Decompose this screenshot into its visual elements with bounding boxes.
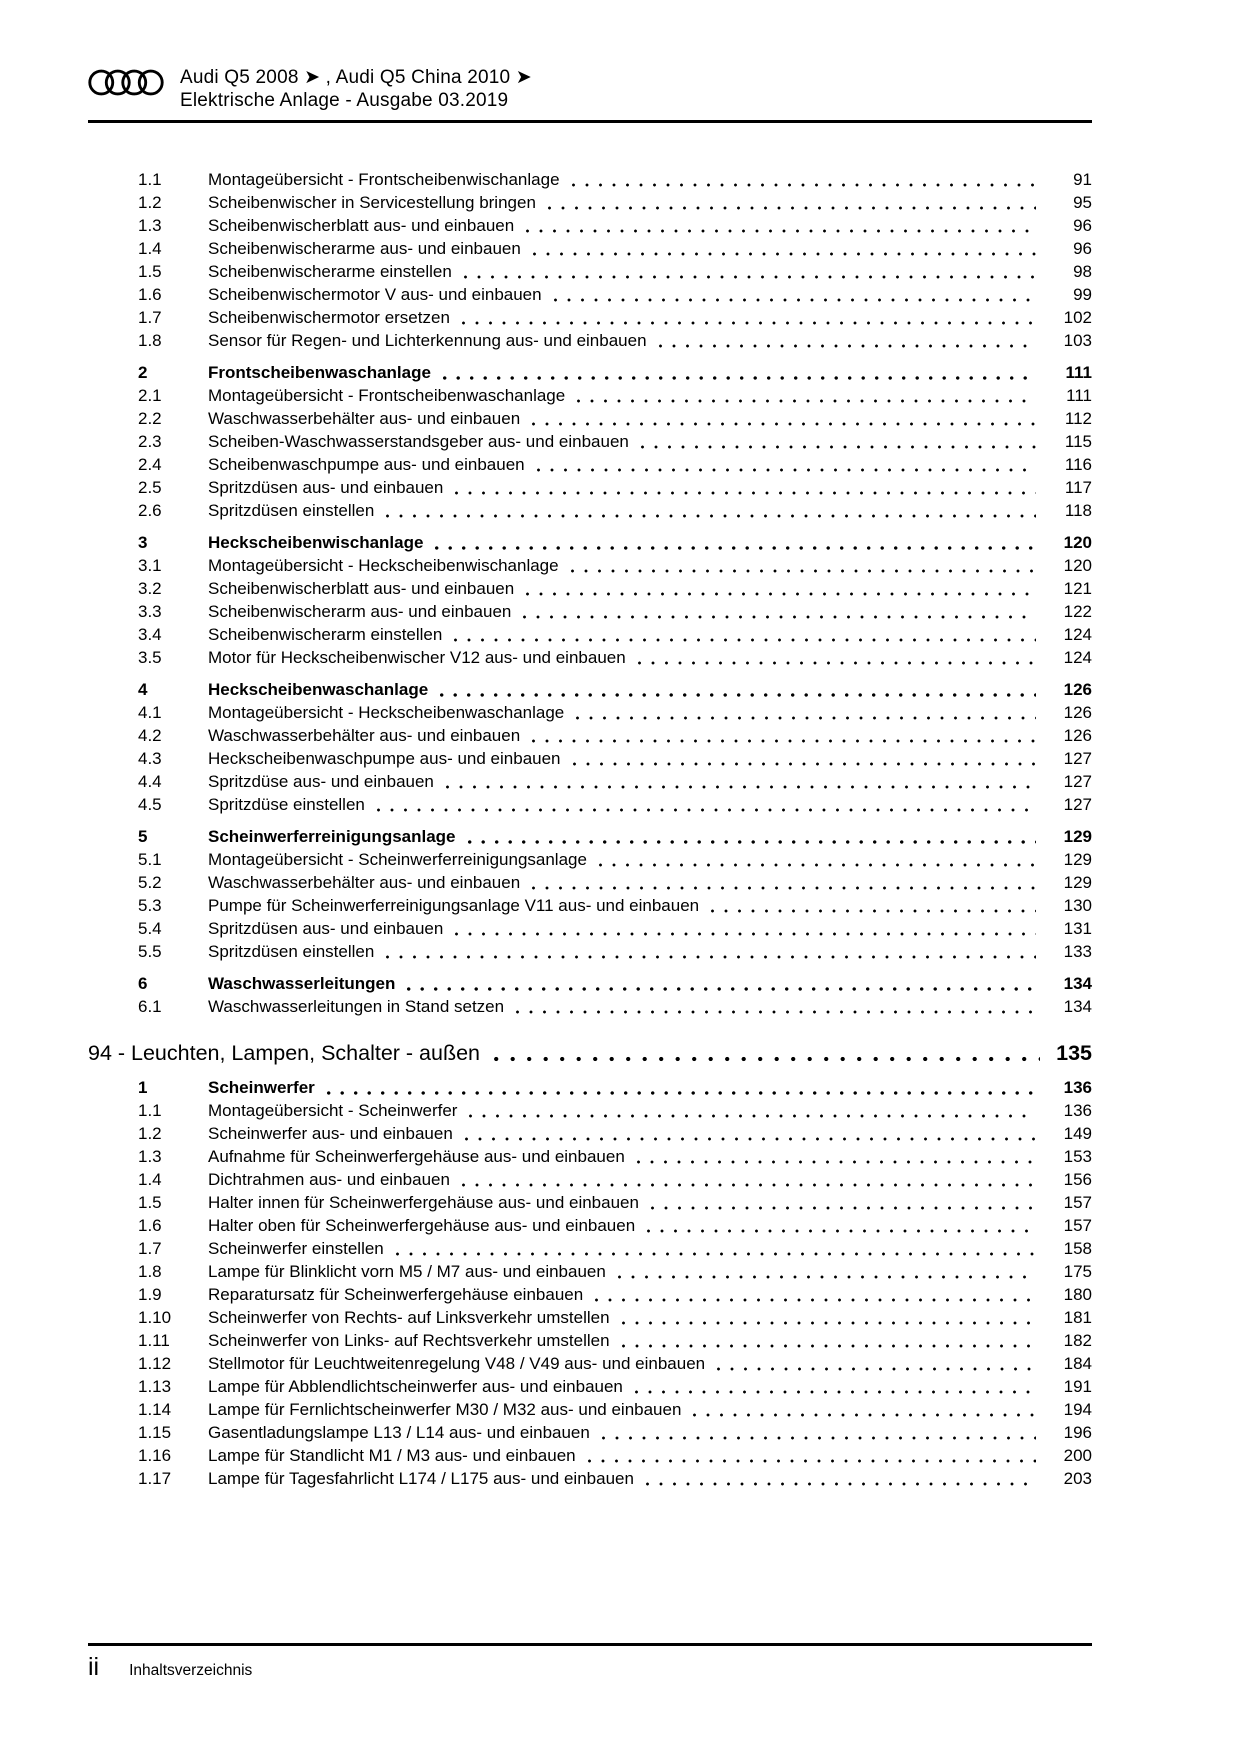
- toc-entry-row: [88, 678, 1092, 701]
- toc-entry-number: 2.3: [138, 432, 162, 451]
- toc-entry-number: 2: [138, 363, 148, 382]
- toc-entry-row: [88, 554, 1092, 577]
- toc-entry-number: 1.16: [138, 1446, 172, 1465]
- toc-entry-row: [88, 191, 1092, 214]
- dot-leader: [462, 321, 1036, 325]
- toc-entry-number: 6: [138, 974, 148, 993]
- toc-page-number: 99: [1073, 285, 1092, 304]
- dot-leader: [599, 863, 1036, 867]
- toc-entry-number: 1.6: [138, 285, 162, 304]
- toc-page-number: 127: [1063, 749, 1092, 768]
- dot-leader: [638, 661, 1036, 665]
- toc-entry-row: [88, 1214, 1092, 1237]
- toc-entry-row: [88, 577, 1092, 600]
- toc-entry-title: Scheinwerferreinigungsanlage: [208, 827, 456, 846]
- toc-page-number: 149: [1063, 1124, 1092, 1143]
- toc-page-number: 153: [1063, 1147, 1092, 1166]
- dot-leader: [516, 1010, 1036, 1014]
- toc-entry-number: 4.3: [138, 749, 162, 768]
- toc-entry-number: 5.5: [138, 942, 162, 961]
- toc-entry-title: Lampe für Blinklicht vorn M5 / M7 aus- und einbauen: [208, 1262, 606, 1281]
- toc-page-number: 120: [1063, 556, 1092, 575]
- toc-entry-row: [88, 476, 1092, 499]
- dot-leader: [576, 716, 1036, 720]
- dot-leader: [571, 569, 1036, 573]
- toc-entry-title: Frontscheibenwaschanlage: [208, 363, 431, 382]
- header-model-line: Audi Q5 2008 ➤ , Audi Q5 China 2010 ➤: [180, 67, 532, 88]
- toc-entry-row: [88, 1421, 1092, 1444]
- toc-entry-title: Dichtrahmen aus- und einbauen: [208, 1170, 450, 1189]
- toc-page-number: 91: [1073, 170, 1092, 189]
- toc-entry-number: 3.2: [138, 579, 162, 598]
- toc-page-number: 103: [1063, 331, 1092, 350]
- toc-entry-title: Scheibenwischerarm einstellen: [208, 625, 443, 644]
- toc-entry-row: [88, 1375, 1092, 1398]
- toc-page-number: 133: [1063, 942, 1092, 961]
- toc-entry-title: Heckscheibenwischanlage: [208, 533, 424, 552]
- toc-page-number: 203: [1063, 1469, 1092, 1488]
- toc-page-number: 158: [1063, 1239, 1092, 1258]
- dot-leader: [537, 468, 1036, 472]
- toc-entry-title: Heckscheibenwaschanlage: [208, 680, 429, 699]
- toc-entry-row: [88, 917, 1092, 940]
- toc-entry-number: 1.11: [138, 1331, 170, 1350]
- toc-entry-title: Montageübersicht - Frontscheibenwaschanlage: [208, 386, 566, 405]
- toc-entry-title: Scheinwerfer aus- und einbauen: [208, 1124, 453, 1143]
- toc-entry-row: [88, 531, 1092, 554]
- toc-entry-number: 4.1: [138, 703, 162, 722]
- toc-page-number: 112: [1064, 409, 1092, 428]
- toc-entry-title: Spritzdüsen aus- und einbauen: [208, 919, 444, 938]
- toc-entry-row: [88, 453, 1092, 476]
- dot-leader: [386, 514, 1036, 518]
- toc-entry-number: 1.13: [138, 1377, 172, 1396]
- toc-entry-number: 1.8: [138, 1262, 162, 1281]
- toc-page-number: 127: [1063, 772, 1092, 791]
- toc-entry-row: [88, 1099, 1092, 1122]
- toc-entry-row: [88, 1191, 1092, 1214]
- dot-leader: [455, 491, 1036, 495]
- dot-leader: [622, 1321, 1036, 1325]
- toc-page-number: 124: [1063, 625, 1092, 644]
- toc-entry-row: [88, 995, 1092, 1018]
- toc-entry-title: Scheibenwischer in Servicestellung bringen: [208, 193, 536, 212]
- toc-entry-number: 1.2: [138, 1124, 162, 1143]
- dot-leader: [635, 1390, 1036, 1394]
- toc-entry-title: Scheiben-Waschwasserstandsgeber aus- und einbauen: [208, 432, 629, 451]
- footer-rule: [88, 1643, 1092, 1646]
- toc-page-number: 129: [1063, 873, 1092, 892]
- toc-entry-row: [88, 1306, 1092, 1329]
- toc-entry-row: [88, 770, 1092, 793]
- toc-entry-title: Waschwasserleitungen in Stand setzen: [208, 997, 505, 1016]
- dot-leader: [526, 229, 1036, 233]
- footer-section-label: Inhaltsverzeichnis: [129, 1662, 253, 1679]
- toc-page-number: 194: [1063, 1400, 1092, 1419]
- toc-entry-title: Waschwasserbehälter aus- und einbauen: [208, 409, 521, 428]
- dot-leader: [468, 840, 1036, 844]
- toc-entry-title: 94 - Leuchten, Lampen, Schalter - außen: [88, 1041, 481, 1065]
- dot-leader: [647, 1229, 1036, 1233]
- toc-entry-title: Halter innen für Scheinwerfergehäuse aus- und einbauen: [208, 1193, 639, 1212]
- toc-page-number: 157: [1063, 1216, 1092, 1235]
- dot-leader: [572, 183, 1036, 187]
- dot-leader: [532, 739, 1036, 743]
- toc-entry-number: 4: [138, 680, 148, 699]
- toc-entry-title: Scheibenwischermotor V aus- und einbauen: [208, 285, 542, 304]
- toc-entry-row: [88, 499, 1092, 522]
- toc-entry-number: 1.17: [138, 1469, 172, 1488]
- toc-entry-row: [88, 701, 1092, 724]
- toc-entry-number: 3.1: [138, 556, 162, 575]
- toc-entry-number: 6.1: [138, 997, 162, 1016]
- dot-leader: [532, 422, 1036, 426]
- toc-page-number: 118: [1064, 501, 1092, 520]
- toc-entry-title: Gasentladungslampe L13 / L14 aus- und einbauen: [208, 1423, 590, 1442]
- toc-page-number: 102: [1063, 308, 1092, 327]
- toc-page-number: 182: [1063, 1331, 1092, 1350]
- toc-entry-number: 1.8: [138, 331, 162, 350]
- toc-entry-number: 1.6: [138, 1216, 162, 1235]
- dot-leader: [464, 275, 1036, 279]
- toc-entry-number: 3.5: [138, 648, 162, 667]
- toc-page-number: 135: [1056, 1041, 1092, 1065]
- toc-page-number: 134: [1063, 997, 1092, 1016]
- toc-entry-number: 1.12: [138, 1354, 172, 1373]
- toc-entry-number: 5.4: [138, 919, 162, 938]
- toc-entry-row: [88, 361, 1092, 384]
- dot-leader: [573, 762, 1036, 766]
- toc-entry-row: [88, 260, 1092, 283]
- toc-entry-title: Scheibenwaschpumpe aus- und einbauen: [208, 455, 525, 474]
- toc-entry-number: 2.5: [138, 478, 162, 497]
- toc-entry-title: Scheibenwischerarm aus- und einbauen: [208, 602, 512, 621]
- toc-entry-row: [88, 1122, 1092, 1145]
- toc-page-number: 191: [1063, 1377, 1092, 1396]
- toc-entry-title: Montageübersicht - Frontscheibenwischanlage: [208, 170, 560, 189]
- toc-entry-row: [88, 168, 1092, 191]
- dot-leader: [659, 344, 1036, 348]
- toc-entry-title: Heckscheibenwaschpumpe aus- und einbauen: [208, 749, 561, 768]
- toc-entry-number: 4.5: [138, 795, 162, 814]
- toc-entry-number: 3: [138, 533, 148, 552]
- toc-entry-row: [88, 848, 1092, 871]
- toc-entry-row: [88, 306, 1092, 329]
- toc-entry-title: Spritzdüse einstellen: [208, 795, 365, 814]
- toc-page-number: 121: [1063, 579, 1092, 598]
- toc-entry-row: [88, 600, 1092, 623]
- toc-page-number: 127: [1063, 795, 1092, 814]
- toc-entry-row: [88, 1076, 1092, 1099]
- toc-page-number: 117: [1064, 478, 1092, 497]
- toc-entry-number: 5.2: [138, 873, 162, 892]
- toc-entry-title: Montageübersicht - Scheinwerfer: [208, 1101, 458, 1120]
- toc-entry-row: [88, 972, 1092, 995]
- dot-leader: [717, 1367, 1036, 1371]
- dot-leader: [440, 693, 1036, 697]
- footer-page-number: ii: [88, 1653, 100, 1681]
- toc-entry-number: 1.3: [138, 1147, 162, 1166]
- dot-leader: [533, 252, 1036, 256]
- dot-leader: [618, 1275, 1036, 1279]
- toc-page-number: 175: [1063, 1262, 1092, 1281]
- toc-chapter-row: [88, 1039, 1092, 1067]
- toc-entry-row: [88, 407, 1092, 430]
- toc-entry-number: 1: [138, 1078, 148, 1097]
- toc-page-number: 124: [1063, 648, 1092, 667]
- toc-entry-number: 1.5: [138, 1193, 162, 1212]
- dot-leader: [548, 206, 1036, 210]
- page-header: [88, 66, 1092, 112]
- toc-entry-number: 1.1: [138, 1101, 162, 1120]
- toc-page-number: 131: [1063, 919, 1092, 938]
- dot-leader: [646, 1482, 1036, 1486]
- toc-entry-row: [88, 1283, 1092, 1306]
- dot-leader: [455, 932, 1036, 936]
- toc-page-number: 120: [1063, 533, 1092, 552]
- toc-entry-row: [88, 1145, 1092, 1168]
- toc-entry-row: [88, 1398, 1092, 1421]
- dot-leader: [602, 1436, 1036, 1440]
- toc-entry-title: Spritzdüsen einstellen: [208, 942, 375, 961]
- dot-leader: [532, 886, 1036, 890]
- toc-entry-title: Spritzdüsen aus- und einbauen: [208, 478, 444, 497]
- toc-page-number: 184: [1063, 1354, 1092, 1373]
- header-text: [180, 66, 532, 112]
- toc-entry-title: Scheinwerfer: [208, 1078, 315, 1097]
- toc-entry-title: Waschwasserbehälter aus- und einbauen: [208, 873, 521, 892]
- header-edition-line: Elektrische Anlage - Ausgabe 03.2019: [180, 90, 509, 111]
- toc-entry-row: [88, 724, 1092, 747]
- dot-leader: [462, 1183, 1036, 1187]
- dot-leader: [327, 1091, 1036, 1095]
- toc-entry-number: 1.4: [138, 1170, 162, 1189]
- toc-entry-row: [88, 1168, 1092, 1191]
- toc-entry-number: 1.10: [138, 1308, 172, 1327]
- dot-leader: [446, 785, 1036, 789]
- toc-entry-row: [88, 384, 1092, 407]
- toc-entry-number: 1.7: [138, 1239, 162, 1258]
- toc-entry-row: [88, 237, 1092, 260]
- toc-page-number: 98: [1073, 262, 1092, 281]
- toc-entry-title: Waschwasserbehälter aus- und einbauen: [208, 726, 521, 745]
- toc-entry-row: [88, 430, 1092, 453]
- audi-rings-icon: [88, 66, 164, 96]
- toc-page-number: 96: [1073, 216, 1092, 235]
- toc-entry-title: Halter oben für Scheinwerfergehäuse aus- und einbauen: [208, 1216, 636, 1235]
- toc-entry-title: Scheibenwischerblatt aus- und einbauen: [208, 579, 515, 598]
- toc-page-number: 136: [1063, 1101, 1092, 1120]
- page-footer: [88, 1652, 1092, 1682]
- toc-entry-number: 5: [138, 827, 148, 846]
- toc-entry-row: [88, 793, 1092, 816]
- dot-leader: [651, 1206, 1036, 1210]
- toc-entry-number: 2.6: [138, 501, 162, 520]
- toc-page-number: 157: [1063, 1193, 1092, 1212]
- toc-entry-title: Pumpe für Scheinwerferreinigungsanlage V11 aus- und einbauen: [208, 896, 700, 915]
- toc-entry-row: [88, 623, 1092, 646]
- toc-entry-title: Motor für Heckscheibenwischer V12 aus- und einbauen: [208, 648, 626, 667]
- dot-leader: [595, 1298, 1036, 1302]
- toc-entry-number: 1.1: [138, 170, 162, 189]
- toc-entry-number: 2.4: [138, 455, 162, 474]
- toc-entry-number: 2.2: [138, 409, 162, 428]
- table-of-contents: [88, 168, 1092, 1490]
- dot-leader: [526, 592, 1036, 596]
- toc-page-number: 200: [1063, 1446, 1092, 1465]
- toc-page-number: 156: [1063, 1170, 1092, 1189]
- toc-entry-title: Scheinwerfer einstellen: [208, 1239, 384, 1258]
- toc-page-number: 111: [1066, 386, 1092, 405]
- toc-entry-title: Lampe für Fernlichtscheinwerfer M30 / M32 aus- und einbauen: [208, 1400, 682, 1419]
- toc-entry-row: [88, 646, 1092, 669]
- toc-entry-row: [88, 1352, 1092, 1375]
- toc-entry-title: Stellmotor für Leuchtweitenregelung V48 / V49 aus- und einbauen: [208, 1354, 706, 1373]
- toc-entry-number: 2.1: [138, 386, 162, 405]
- dot-leader: [396, 1252, 1036, 1256]
- toc-page-number: 136: [1063, 1078, 1092, 1097]
- dot-leader: [469, 1114, 1036, 1118]
- toc-entry-row: [88, 1237, 1092, 1260]
- toc-entry-row: [88, 329, 1092, 352]
- dot-leader: [711, 909, 1036, 913]
- toc-entry-number: 4.4: [138, 772, 162, 791]
- dot-leader: [641, 445, 1036, 449]
- toc-page-number: 129: [1063, 827, 1092, 846]
- toc-entry-title: Sensor für Regen- und Lichterkennung aus- und einbauen: [208, 331, 647, 350]
- toc-page-number: 180: [1063, 1285, 1092, 1304]
- toc-page-number: 181: [1063, 1308, 1092, 1327]
- toc-entry-title: Scheibenwischerblatt aus- und einbauen: [208, 216, 515, 235]
- toc-entry-title: Waschwasserleitungen: [208, 974, 396, 993]
- toc-entry-title: Scheinwerfer von Links- auf Rechtsverkehr umstellen: [208, 1331, 610, 1350]
- toc-page-number: 115: [1064, 432, 1092, 451]
- toc-entry-row: [88, 1467, 1092, 1490]
- toc-entry-title: Scheibenwischerarme einstellen: [208, 262, 452, 281]
- dot-leader: [523, 615, 1036, 619]
- dot-leader: [386, 955, 1036, 959]
- toc-entry-title: Spritzdüse aus- und einbauen: [208, 772, 434, 791]
- toc-entry-row: [88, 747, 1092, 770]
- toc-entry-number: 5.3: [138, 896, 162, 915]
- toc-entry-row: [88, 871, 1092, 894]
- dot-leader: [494, 1056, 1040, 1062]
- toc-page-number: 95: [1073, 193, 1092, 212]
- toc-entry-row: [88, 283, 1092, 306]
- toc-page-number: 96: [1073, 239, 1092, 258]
- header-rule: [88, 120, 1092, 123]
- toc-page-number: 126: [1063, 703, 1092, 722]
- dot-leader: [465, 1137, 1036, 1141]
- toc-entry-title: Lampe für Standlicht M1 / M3 aus- und einbauen: [208, 1446, 576, 1465]
- toc-entry-title: Lampe für Tagesfahrlicht L174 / L175 aus- und einbauen: [208, 1469, 634, 1488]
- toc-entry-number: 1.3: [138, 216, 162, 235]
- toc-entry-number: 3.4: [138, 625, 162, 644]
- toc-entry-row: [88, 214, 1092, 237]
- toc-page-number: 111: [1065, 363, 1092, 382]
- toc-page-number: 196: [1063, 1423, 1092, 1442]
- dot-leader: [577, 399, 1036, 403]
- toc-page-number: 126: [1063, 726, 1092, 745]
- toc-entry-number: 1.2: [138, 193, 162, 212]
- toc-page-number: 126: [1063, 680, 1092, 699]
- toc-entry-row: [88, 1444, 1092, 1467]
- toc-entry-number: 1.5: [138, 262, 162, 281]
- toc-entry-row: [88, 894, 1092, 917]
- toc-page-number: 116: [1064, 455, 1092, 474]
- toc-entry-title: Lampe für Abblendlichtscheinwerfer aus- und einbauen: [208, 1377, 623, 1396]
- toc-entry-number: 3.3: [138, 602, 162, 621]
- toc-entry-title: Scheibenwischermotor ersetzen: [208, 308, 450, 327]
- toc-entry-title: Scheinwerfer von Rechts- auf Linksverkehr umstellen: [208, 1308, 610, 1327]
- toc-page-number: 134: [1063, 974, 1092, 993]
- dot-leader: [435, 546, 1036, 550]
- dot-leader: [377, 808, 1036, 812]
- toc-entry-title: Reparatursatz für Scheinwerfergehäuse einbauen: [208, 1285, 584, 1304]
- dot-leader: [454, 638, 1036, 642]
- toc-entry-number: 1.9: [138, 1285, 162, 1304]
- toc-entry-row: [88, 825, 1092, 848]
- toc-entry-title: Scheibenwischerarme aus- und einbauen: [208, 239, 521, 258]
- toc-entry-number: 4.2: [138, 726, 162, 745]
- dot-leader: [443, 376, 1036, 380]
- toc-page-number: 122: [1063, 602, 1092, 621]
- toc-entry-title: Aufnahme für Scheinwerfergehäuse aus- und einbauen: [208, 1147, 625, 1166]
- dot-leader: [407, 987, 1036, 991]
- toc-entry-number: 1.4: [138, 239, 162, 258]
- toc-page-number: 130: [1063, 896, 1092, 915]
- dot-leader: [637, 1160, 1036, 1164]
- toc-entry-row: [88, 1329, 1092, 1352]
- dot-leader: [622, 1344, 1036, 1348]
- toc-entry-number: 1.15: [138, 1423, 172, 1442]
- toc-entry-number: 5.1: [138, 850, 162, 869]
- toc-entry-title: Montageübersicht - Heckscheibenwischanlage: [208, 556, 559, 575]
- toc-entry-title: Montageübersicht - Heckscheibenwaschanlage: [208, 703, 565, 722]
- toc-page-number: 129: [1063, 850, 1092, 869]
- toc-entry-row: [88, 1260, 1092, 1283]
- toc-entry-title: Montageübersicht - Scheinwerferreinigungsanlage: [208, 850, 587, 869]
- dot-leader: [588, 1459, 1036, 1463]
- toc-entry-number: 1.7: [138, 308, 162, 327]
- dot-leader: [693, 1413, 1036, 1417]
- toc-entry-title: Spritzdüsen einstellen: [208, 501, 375, 520]
- dot-leader: [554, 298, 1036, 302]
- toc-entry-number: 1.14: [138, 1400, 172, 1419]
- toc-entry-row: [88, 940, 1092, 963]
